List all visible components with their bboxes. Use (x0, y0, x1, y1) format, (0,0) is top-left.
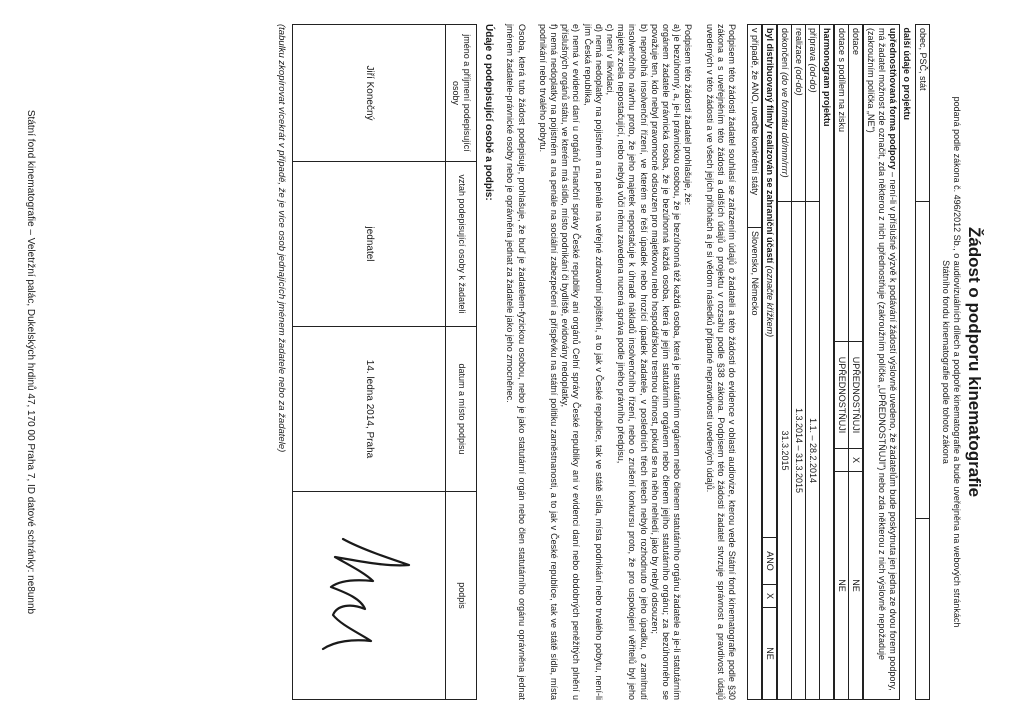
signature-table (292, 24, 477, 700)
row-label: dotace s podílem na zisku (835, 25, 849, 342)
row-value: 1.3.2014 – 31.3.2015 (792, 202, 806, 700)
address-value (916, 202, 930, 519)
option-preferred[interactable]: UPŘEDNOSTŇUJI (849, 342, 863, 449)
states-value: Slovensko, Německo (748, 228, 762, 700)
declaration-item: c) není v likvidaci, (604, 24, 615, 96)
consent-paragraph: Podpisem této žádosti žadatel souhlasí se zařazením údajů o žadateli a této žádosti do evidence v oblasti audiovize, kterou vede Státní fond kinematografie podle §30 zákona a s uveřejněním této žádosti a dalších údajů o projektu v rozsahu podle §38 zákona. Podpisem této žádosti žadatel stvrzuje správnost a pravdivost údajů uvedených v této žádosti a ve všech jejích přílohách a je si vědom následků případné nepravdivosti uvedených údajů. (704, 24, 737, 700)
col-sign-header: podpis (446, 492, 477, 700)
option-no[interactable]: NE (763, 608, 777, 700)
table-row (849, 25, 863, 700)
schedule-heading: harmonogram projektu (820, 25, 834, 700)
row-label: dotace (849, 25, 863, 342)
preferred-form-table (834, 24, 863, 700)
row-value: 1.1. – 28.2.2014 (806, 202, 820, 700)
col-name-header: jméno a příjmení podepisující osoby (446, 25, 477, 162)
sign-date-place: 14. ledna 2014, Praha (293, 327, 446, 492)
table-row (792, 25, 806, 700)
signer-relation: jednatel (293, 162, 446, 327)
option-no[interactable]: NE (835, 472, 849, 700)
table-row (293, 25, 446, 700)
states-table (747, 24, 762, 700)
option-mark[interactable]: X (849, 449, 863, 472)
form-table (863, 24, 930, 700)
declaration-item: a) je bezúhonný, a, je-li právnickou osobou, že je bezúhonná též každá osoba, která je statutárním orgánem nebo členem statutárního orgánu žadatele a je-li statutárním orgánem žadatele právnická osoba, že je bezúhonná každá osoba, která je jejím statutárním orgánem nebo členem jejího statutárního orgánu; za bezúhonného se považuje ten, kdo nebyl pravomocně odsouzen pro majetkovou nebo hospodářskou trestnou činnost, pokud se na něho nehledí, jako by nebyl odsouzen; (649, 24, 683, 700)
address-label: obec, PSČ, stát (916, 25, 930, 202)
signature-cell (293, 492, 446, 700)
handwritten-signature-icon (311, 521, 431, 671)
schedule-table (777, 24, 834, 700)
address-extra (916, 519, 930, 700)
foreign-question: byl distribuovaný film/y realizován se zahraniční účastí (označte křížkem) (763, 25, 777, 538)
states-label: v případě, že ANO, uveďte konkrétní státy (748, 25, 762, 228)
row-value: 31.3.2015 (778, 202, 792, 700)
col-relation-header: vztah podepisující osoby k žadateli (446, 162, 477, 327)
document-title: Žádost o podporu kinematografie (965, 226, 984, 498)
signer-paragraph: Osoba, která tuto žádost podepisuje, prohlašuje, že buď je žadatelem-fyzickou osobou, nebo je jako statutární orgán nebo člen statutárního orgánu oprávněna jednat jménem žadatele-právnické osoby nebo je oprávněna jednat za žadatele jako jeho zmocněnec. (505, 24, 527, 700)
declaration (537, 24, 694, 700)
preferred-form-text: upřednostňovaná forma podpory – není-li v příslušné výzvě k podávání žádostí výslovně uvedeno, že žadatelům bude poskytnuta jen jedna ze dvou forem podpory, má žadatel možnost zde označit, zda některou z nich upřednostňuje (zakroužním políčka „UPŘEDNOSTŇUJI") nebo zda některou z nich výslovně nepožaduje (zakroužním políčka „NE") (864, 25, 900, 700)
option-mark[interactable] (835, 449, 849, 472)
row-label: realizace (od-do) (792, 25, 806, 202)
document-subtitle: podaná podle zákona č. 496/2012 Sb., o audiovizuálních dílech a podpoře kinematografie a bude uveřejněna na webových stránkách Státního fondu kinematografie podle tohoto zákona (941, 96, 962, 628)
declaration-item: e) nemá v evidenci daní u orgánů Finanční správy České republiky ani orgánů Celní správy České republiky ani v evidenci daní nebo obdobných peněžitých plnění u příslušných orgánů státu, ve kterém má sídlo, místo podnikání či bydliště, evidovány nedoplatky, (560, 24, 582, 700)
section-heading: další údaje o projektu (900, 25, 916, 700)
table-row (748, 25, 762, 700)
signer-name: Jiří Konečný (293, 25, 446, 162)
table-note: (tabulku zkopírovat vícekrát v případě, že je více osob jednajících jménem žadatele nebo za žadatele) (276, 24, 288, 453)
row-label: příprava (od-do) (806, 25, 820, 202)
option-no[interactable]: NE (849, 472, 863, 700)
declaration-item: d) nemá nedoplatky na pojistném a na penále na veřejné zdravotní pojištění, a to jak v České republice, tak ve státě sídla, místa podnikání nebo trvalého pobytu, není-li jím Česká republika, (582, 24, 604, 700)
declaration-intro: Podpisem této žádosti žadatel prohlašuje, že: (683, 24, 694, 206)
row-label: dokončení (do ve formátu dd/mm/rrrr) (778, 25, 792, 202)
table-row (806, 25, 820, 700)
page-footer: Státní fond kinematografie – Veletržní palác, Dukelských hrdinů 47, 170 00 Praha 7, ID datové schránky: ne8unnb (25, 109, 36, 615)
option-mark[interactable]: X (763, 585, 777, 608)
table-row (778, 25, 792, 700)
table-row (763, 25, 777, 700)
foreign-participation-table (762, 24, 777, 700)
option-preferred[interactable]: UPŘEDNOSTŇUJI (835, 342, 849, 449)
table-row (835, 25, 849, 700)
declaration-item: b) neprobíhá insolvenční řízení, ve kterém se řeší úpadek nebo hrozící úpadek žadatele, v posledních třech letech nebylo rozhodnuto o jeho úpadku, o zamítnutí insolvenčního návrhu proto, že jeho majetek nepostačuje k úhradě nákladů insolvenčního řízení, nebo o zrušení konkursu proto, že pro uspokojení věřitelů byl jeho majetek zcela nepostačující, nebo nebyla vůči němu zavedena nucená správa podle jiného právního předpisu, (616, 24, 649, 700)
col-date-header: datum a místo podpisu (446, 327, 477, 492)
signature-heading: Údaje o podepisující osobě a podpis: (483, 24, 495, 201)
table-row (446, 25, 477, 700)
declaration-item: f) nemá nedoplatky na pojistném a na penále na sociální zabezpečení a příspěvku na státní politiku zaměstnanosti, a to jak v České republice, tak ve státě sídla, místa podnikání nebo trvalého pobytu. (537, 24, 559, 700)
option-yes[interactable]: ANO (763, 538, 777, 585)
